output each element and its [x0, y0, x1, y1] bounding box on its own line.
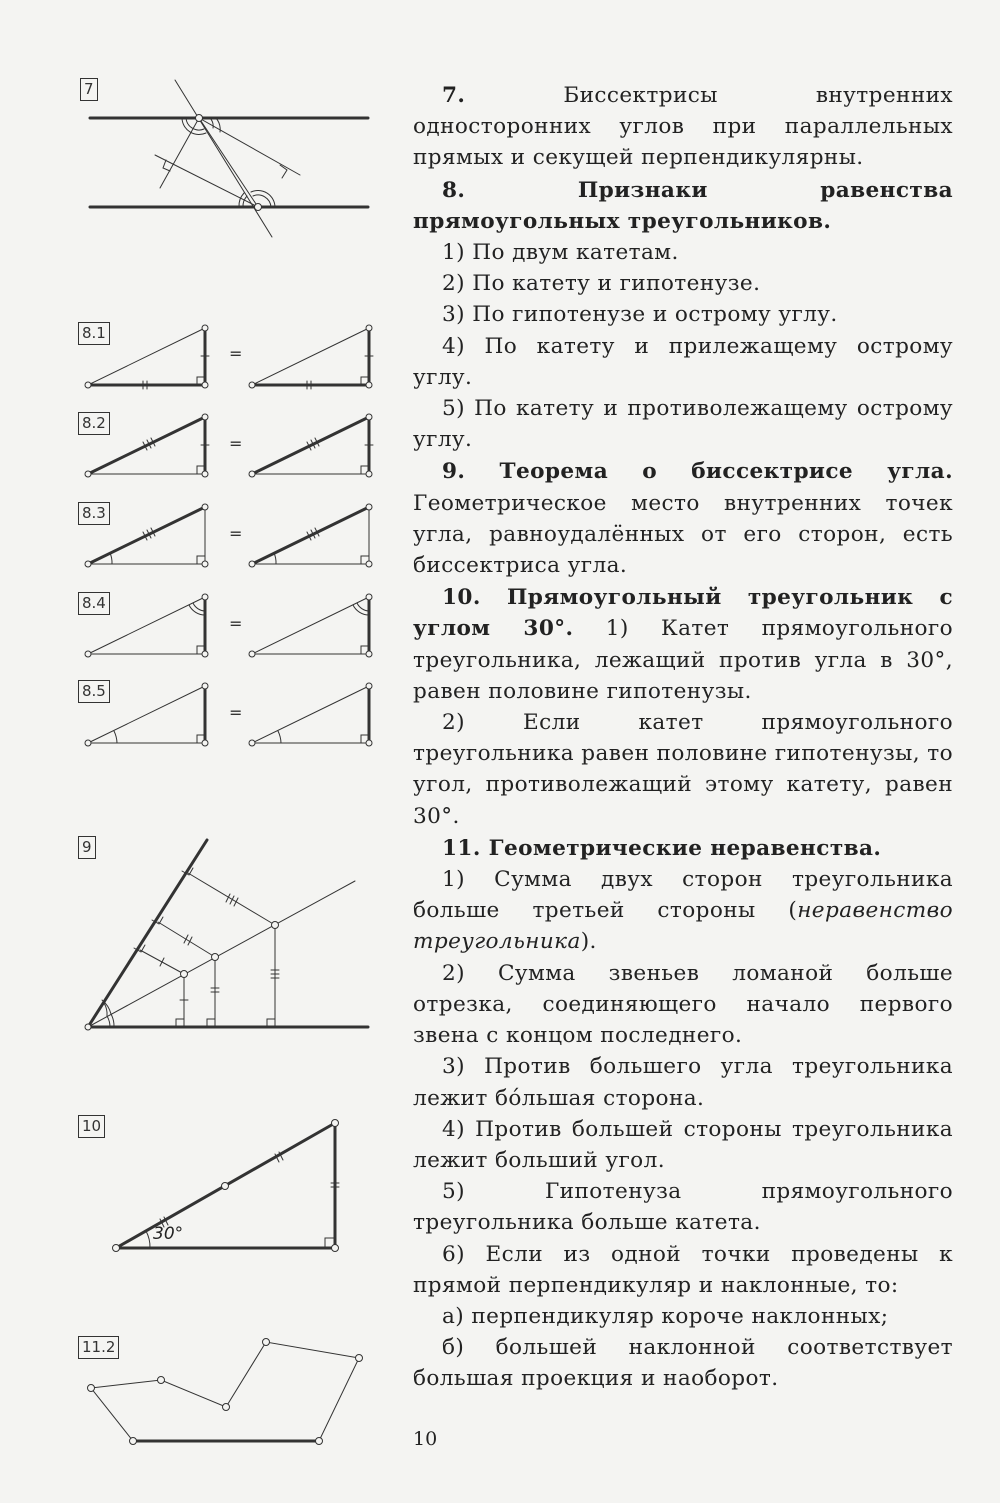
geometry-figures — [0, 0, 400, 1503]
paragraph-7 — [413, 80, 953, 174]
section-8-heading: 8. Признаки равенства прямоугольных треугольников. — [413, 177, 953, 234]
figure-8-5-triangles — [85, 683, 372, 746]
page-number: 10 — [413, 1428, 438, 1450]
figure-label-9: 9 — [78, 836, 96, 859]
paragraph-10 — [413, 582, 953, 707]
paragraph-7-number: 7. — [442, 83, 466, 108]
figure-8-1-triangles — [85, 325, 373, 389]
equals-sign: = — [229, 524, 243, 543]
theory-text — [413, 80, 953, 1395]
figures-column — [0, 0, 400, 1503]
figure-label-11-2: 11.2 — [78, 1336, 119, 1359]
equals-sign: = — [229, 434, 243, 453]
item-11-1 — [413, 864, 953, 958]
paragraph-8-title — [413, 175, 953, 237]
item-8-3: 3) По гипотенузе и острому углу. — [442, 302, 838, 328]
section-11-heading: 11. Геометрические неравенства. — [442, 835, 882, 861]
section-10-heading: 10. Прямоугольный треугольник с углом 30°. — [413, 585, 953, 642]
paragraph-9-body: Геометрическое место внутренних точек угла, равноудалённых от его сторон, есть биссектриса угла. — [413, 490, 953, 579]
paragraph-11-title — [413, 833, 953, 864]
figure-11-2-polyline — [88, 1339, 363, 1445]
figure-label-7: 7 — [80, 78, 98, 101]
item-8-1: 1) По двум катетам. — [442, 240, 679, 266]
figure-label-10: 10 — [78, 1115, 105, 1138]
paragraph-7-body: Биссектрисы внутренних односторонних углов при параллельных прямых и секущей перпендикулярны. — [413, 83, 953, 171]
item-11-4: 4) Против большей стороны треугольника лежит больший угол. — [413, 1116, 953, 1173]
figure-label-8-2: 8.2 — [78, 412, 110, 435]
item-11-6a: а) перпендикуляр короче наклонных; — [442, 1303, 889, 1329]
figure-label-8-5: 8.5 — [78, 680, 110, 703]
item-8-4: 4) По катету и прилежащему острому углу. — [413, 333, 953, 390]
item-11-6: 6) Если из одной точки проведены к прямой перпендикуляр и наклонные, то: — [413, 1241, 953, 1298]
item-11-1-text: 1) Сумма двух сторон треугольника больше третьей стороны ( — [413, 867, 953, 924]
item-10-1: 1) Катет прямоугольного треугольника, лежащий против угла в 30°, равен половине гипотенузы. — [413, 616, 954, 704]
angle-30-label: 30° — [153, 1224, 184, 1244]
figure-9-angle-bisector — [85, 840, 368, 1030]
item-11-3: 3) Против большего угла треугольника лежит бóльшая сторона. — [413, 1054, 953, 1111]
equals-sign: = — [229, 344, 243, 363]
figure-label-8-1: 8.1 — [78, 322, 110, 345]
figure-label-8-4: 8.4 — [78, 592, 110, 615]
item-11-6b: б) большей наклонной соответствует большая проекция и наоборот. — [413, 1335, 953, 1392]
figure-8-3-triangles — [85, 504, 372, 567]
figure-8-2-triangles — [85, 414, 373, 477]
section-9-heading: 9. Теорема о биссектрисе угла. — [442, 459, 953, 485]
item-11-1-italic: неравенство треугольника — [413, 898, 953, 955]
item-11-5: 5) Гипотенуза прямоугольного треугольника больше катета. — [413, 1179, 953, 1236]
item-11-1-end: ). — [580, 929, 597, 955]
equals-sign: = — [229, 703, 243, 722]
paragraph-9 — [413, 456, 953, 581]
figure-7-parallel-lines-bisectors — [90, 80, 368, 237]
figure-10-30-degree-triangle — [113, 1120, 340, 1252]
item-10-2: 2) Если катет прямоугольного треугольника равен половине гипотенузы, то угол, противолежащий этому катету, равен 30°. — [413, 710, 954, 829]
item-8-5: 5) По катету и противолежащему острому углу. — [413, 396, 953, 453]
item-8-2: 2) По катету и гипотенузе. — [442, 271, 761, 297]
item-11-2: 2) Сумма звеньев ломаной больше отрезка, соединяющего начало первого звена с концом последнего. — [413, 960, 953, 1049]
figure-label-8-3: 8.3 — [78, 502, 110, 525]
figure-8-4-triangles — [85, 594, 372, 657]
equals-sign: = — [229, 614, 243, 633]
